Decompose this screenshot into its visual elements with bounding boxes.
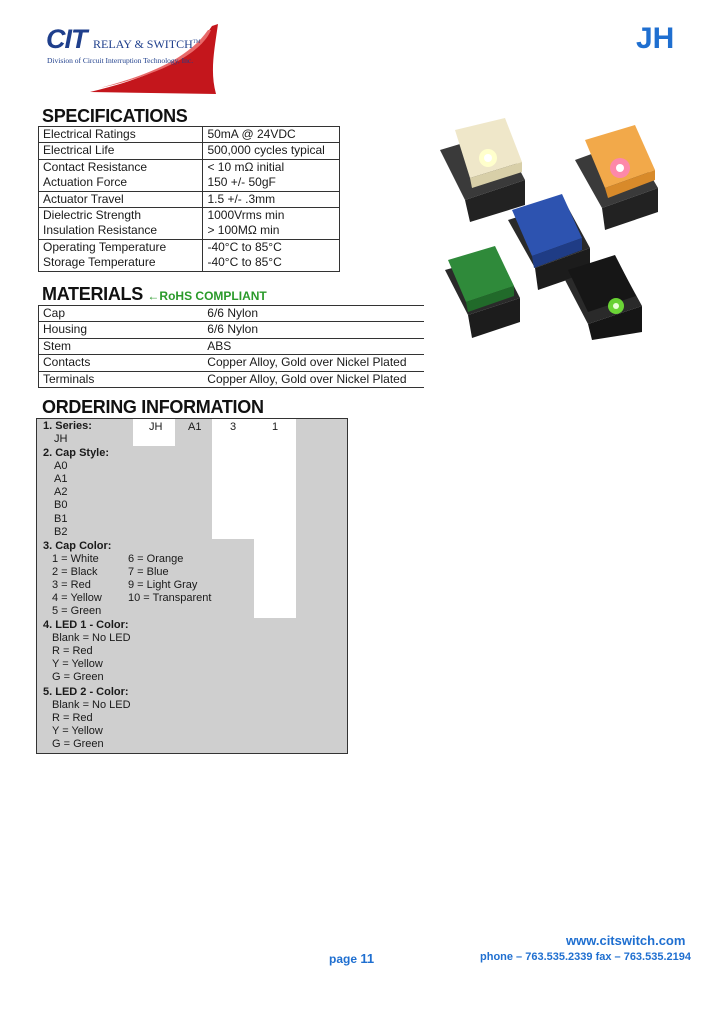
spec-row (39, 239, 340, 271)
ordering-diagram (36, 418, 348, 754)
rohs-compliant-label: ←RoHS COMPLIANT (147, 289, 267, 303)
led1-option: R = Red (52, 645, 93, 657)
cap-color-heading: 3. Cap Color: (43, 540, 112, 552)
spec-label: Actuator Travel (39, 191, 203, 207)
spec-row (39, 143, 340, 159)
material-label: Housing (39, 322, 204, 338)
spec-row (39, 191, 340, 207)
spec-row (39, 127, 340, 143)
material-value: Copper Alloy, Gold over Nickel Plated (203, 371, 424, 387)
switch-green (445, 246, 520, 338)
contact-phone-fax: phone – 763.535.2339 fax – 763.535.2194 (480, 951, 691, 963)
website-link[interactable]: www.citswitch.com (566, 933, 686, 948)
spec-value: 1000Vrms min > 100MΩ min (203, 208, 340, 240)
material-row (39, 322, 425, 338)
logo-division: Division of Circuit Interruption Technology, Inc. (47, 56, 194, 65)
spec-value: -40°C to 85°C -40°C to 85°C (203, 239, 340, 271)
cap-style-heading: 2. Cap Style: (43, 447, 110, 459)
led2-option: G = Green (52, 738, 104, 750)
ordering-title: ORDERING INFORMATION (42, 397, 264, 417)
materials-heading (42, 284, 267, 305)
example-series: JH (149, 421, 163, 433)
cap-color-option: 2 = Black (52, 566, 98, 578)
cap-color-option: 7 = Blue (128, 566, 169, 578)
spec-value: < 10 mΩ initial 150 +/- 50gF (203, 159, 340, 191)
series-heading: 1. Series: (43, 420, 92, 432)
material-label: Contacts (39, 355, 204, 371)
part-code: JH (636, 22, 675, 55)
cap-style-option: A1 (54, 473, 68, 485)
specifications-table (38, 126, 340, 272)
led1-option: Blank = No LED (52, 632, 131, 644)
material-value: ABS (203, 338, 424, 354)
cap-style-option: B0 (54, 499, 68, 511)
cap-color-option: 1 = White (52, 553, 99, 565)
band-led1-column (254, 419, 296, 618)
material-row (39, 338, 425, 354)
cap-style-option: B1 (54, 513, 68, 525)
led1-option: Y = Yellow (52, 658, 103, 670)
cap-color-option: 5 = Green (52, 605, 102, 617)
led2-option: Y = Yellow (52, 725, 103, 737)
materials-table (38, 305, 424, 388)
spec-label: Electrical Ratings (39, 127, 203, 143)
led1-heading: 4. LED 1 - Color: (43, 619, 129, 631)
spec-label: Dielectric Strength Insulation Resistance (39, 208, 203, 240)
spec-label: Contact Resistance Actuation Force (39, 159, 203, 191)
cap-style-option: B2 (54, 526, 68, 538)
material-value: 6/6 Nylon (203, 322, 424, 338)
cap-color-option: 10 = Transparent (128, 592, 212, 604)
page-number: page 11 (329, 951, 375, 966)
material-label: Cap (39, 306, 204, 322)
cap-color-option: 6 = Orange (128, 553, 184, 565)
logo-cit: CIT (46, 24, 87, 54)
cap-color-option: 4 = Yellow (52, 592, 102, 604)
product-photo (430, 110, 700, 340)
switch-white (440, 118, 525, 222)
materials-title: MATERIALS (42, 284, 143, 304)
spec-row (39, 208, 340, 240)
spec-value: 500,000 cycles typical (203, 143, 340, 159)
cap-style-option: A0 (54, 460, 68, 472)
cap-style-option: A2 (54, 486, 68, 498)
material-value: 6/6 Nylon (203, 306, 424, 322)
material-value: Copper Alloy, Gold over Nickel Plated (203, 355, 424, 371)
material-label: Terminals (39, 371, 204, 387)
material-row (39, 371, 425, 387)
spec-row (39, 159, 340, 191)
led2-option: Blank = No LED (52, 699, 131, 711)
spec-label: Operating Temperature Storage Temperature (39, 239, 203, 271)
logo-relay-switch: RELAY & SWITCH™ (93, 37, 201, 51)
spec-label: Electrical Life (39, 143, 203, 159)
led1-option: G = Green (52, 671, 104, 683)
specifications-title: SPECIFICATIONS (42, 106, 188, 126)
spec-value: 50mA @ 24VDC (203, 127, 340, 143)
example-cap-style: A1 (188, 421, 202, 433)
material-label: Stem (39, 338, 204, 354)
switch-orange (575, 125, 658, 230)
cap-color-option: 3 = Red (52, 579, 91, 591)
series-option: JH (54, 433, 68, 445)
material-row (39, 306, 425, 322)
led2-heading: 5. LED 2 - Color: (43, 686, 129, 698)
cap-color-option: 9 = Light Gray (128, 579, 198, 591)
spec-value: 1.5 +/- .3mm (203, 191, 340, 207)
example-cap-color: 3 (230, 421, 237, 433)
led2-option: R = Red (52, 712, 93, 724)
switch-black (565, 255, 642, 340)
example-led1: 1 (272, 421, 279, 433)
material-row (39, 355, 425, 371)
band-right-column (296, 419, 347, 685)
